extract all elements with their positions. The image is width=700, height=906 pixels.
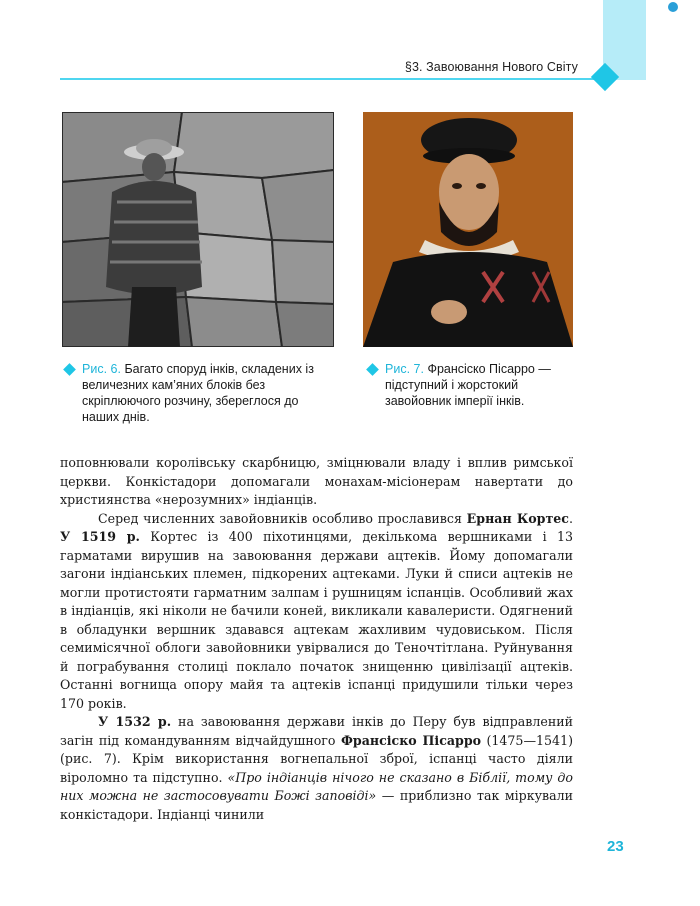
paragraph-3 xyxy=(60,713,573,824)
caption-bullet-icon xyxy=(366,363,379,376)
text-run: на завоювання держави інків до Перу був відправлений загін під командуванням відчайдушного xyxy=(60,714,573,748)
text-run: (1475—1541) (рис. 7). Крім використання вогнепальної зброї, іспанці часто діяли віроломно та підступно. xyxy=(60,732,573,785)
text-run: Кортес із 400 піхотинцями, декількома вершниками і 13 гарматами вирушив на завоювання держави ацтеків. Йому допомагали загони індіанських племен, підкорених ацтеками. Луки й списи ацтеків не могли протистояти гарматним залпам і рушницям іспанців. Особливий жах в індіанців, які ніколи не бачили коней, викликали кавалеристи. Одягнений в обладунки вершник здавався ацтекам жахливим чудовиськом. Після семимісячної облоги завойовники увірвалися до Теночтітлана. Руйнування й пограбування столиці поклало початок знищенню цивілізації ацтеків. Останні вогнища опору майя та ацтеків іспанці придушили тільки через 170 років. xyxy=(60,529,573,711)
caption-bullet-icon xyxy=(63,363,76,376)
conquistador-quote: «Про індіанців нічого не сказано в Біблії, тому до них можна не застосовувати Божі заповіді» xyxy=(60,769,573,803)
figure-7-portrait xyxy=(363,112,573,347)
page-number: 23 xyxy=(607,838,624,855)
figure-6-caption xyxy=(82,361,317,425)
body-text xyxy=(60,454,573,824)
name-cortes: Ернан Кортес xyxy=(466,510,569,526)
running-header: §3. Завоювання Нового Світу xyxy=(404,60,578,74)
name-pizarro: Франсіско Пісарро xyxy=(340,732,482,748)
text-run: . xyxy=(568,510,573,526)
paragraph-1: поповнювали королівську скарбницю, зміцнювали владу і вплив римської церкви. Конкістадори допомагали монахам-місіонерам навертати до християнства «нерозумних» індіанців. xyxy=(60,455,573,507)
year-1519: У 1519 р. xyxy=(60,529,140,544)
pizarro-portrait-image xyxy=(363,112,573,347)
year-1532: У 1532 р. xyxy=(98,714,172,729)
figure-7-caption xyxy=(385,361,585,409)
figure-6-label: Рис. 6. xyxy=(82,362,121,376)
figure-6-photo xyxy=(62,112,334,347)
figure-7-text: Франсіско Пісарро — підступний і жорстокий завойовник імперії інків. xyxy=(385,362,551,408)
publisher-logo-icon xyxy=(668,2,678,12)
figure-7-label: Рис. 7. xyxy=(385,362,424,376)
inca-wall-woman-image xyxy=(62,112,334,347)
paragraph-2 xyxy=(60,510,573,714)
figure-6-text: Багато споруд інків, складених із величезних кам’яних блоків без скріплюючого розчину, збереглося до наших днів. xyxy=(82,362,314,424)
header-rule xyxy=(60,78,605,80)
text-run: — приблизно так міркували конкістадори. Індіанці чинили xyxy=(60,788,573,822)
text-run: Серед численних завойовників особливо прославився xyxy=(98,510,467,526)
